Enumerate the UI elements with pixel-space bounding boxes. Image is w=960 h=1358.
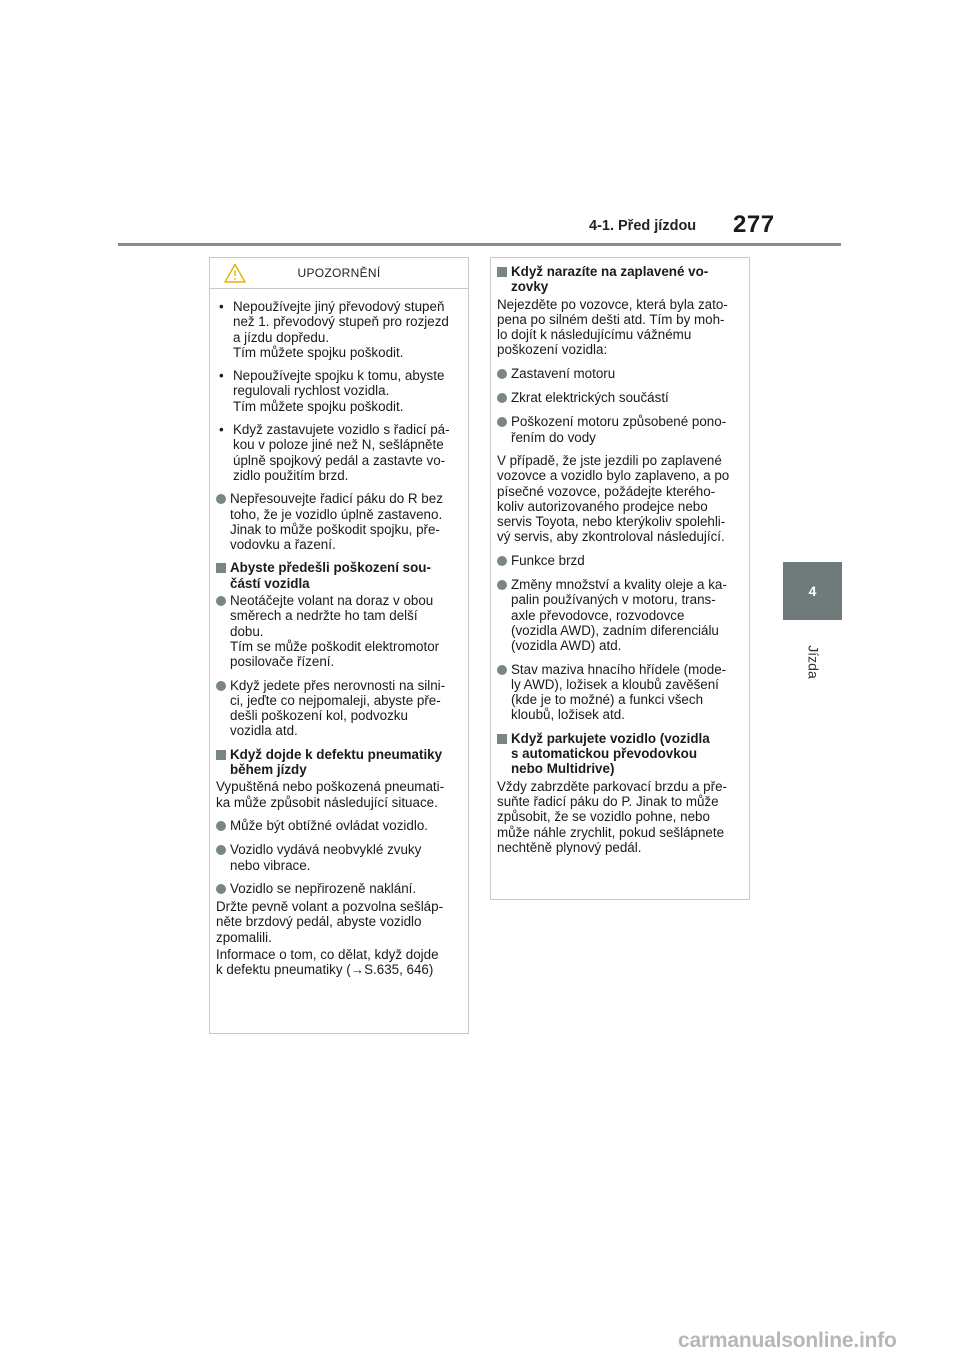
watermark-text: carmanualsonline.info: [678, 1329, 897, 1352]
section-heading-text: Když narazíte na zaplavené vo- zovky: [511, 264, 709, 295]
square-bullet-icon: [216, 750, 226, 760]
bullet-icon: •: [219, 368, 224, 384]
list-item: [216, 818, 462, 834]
list-item: [497, 662, 743, 723]
paragraph: Vypuštěná nebo poškozená pneumati- ka může způsobit následující situace.: [216, 779, 445, 810]
warning-content: [210, 289, 468, 978]
list-item-text: Nepoužívejte spojku k tomu, abyste regulovali rychlost vozidla. Tím můžete spojku poškodit.: [233, 368, 445, 414]
section-heading: [216, 747, 462, 778]
list-item: [216, 678, 462, 739]
chapter-label: [786, 632, 842, 692]
paragraph: Nejezděte po vozovce, která byla zato- pena po silném dešti atd. Tím by moh- lo dojít k následujícímu vážnému poškození vozidla:: [497, 296, 728, 358]
list-item: [216, 881, 462, 897]
list-item-text: Vozidlo vydává neobvyklé zvuky nebo vibrace.: [230, 842, 422, 873]
list-item-text: Nepoužívejte jiný převodový stupeň než 1. převodový stupeň pro rozjezd a jízdu dopředu. Tím můžete spojku poškodit.: [233, 299, 449, 360]
circle-bullet-icon: [497, 556, 507, 566]
section-heading-text: Když parkujete vozidlo (vozidla s automatickou převodovkou nebo Multidrive): [511, 730, 710, 777]
bullet-icon: •: [219, 299, 224, 314]
list-item: [497, 366, 743, 382]
section-heading: [216, 560, 462, 591]
circle-bullet-icon: [497, 580, 507, 590]
square-bullet-icon: [497, 734, 507, 744]
section-heading: [497, 264, 743, 295]
section-heading: [497, 731, 743, 777]
circle-bullet-icon: [497, 417, 507, 427]
page-number: 277: [733, 211, 775, 238]
circle-bullet-icon: [216, 596, 226, 606]
header-divider: [118, 243, 841, 246]
list-item-text: Když jedete přes nerovnosti na silni- ci, jeďte co nejpomaleji, abyste pře- dešli poškození kol, podvozku vozidla atd.: [230, 677, 446, 739]
list-item: [216, 368, 462, 414]
paragraph: Držte pevně volant a pozvolna sešláp- něte brzdový pedál, abyste vozidlo zpomalili.: [216, 899, 444, 945]
chapter-label-text: Jízda: [806, 645, 822, 679]
circle-bullet-icon: [216, 884, 226, 894]
list-item-text: Když zastavujete vozidlo s řadicí pá- kou v poloze jiné než N, sešlápněte úplně spojkový pedál a zastavte vo- zidlo použitím brzd.: [233, 422, 450, 483]
list-item-text: Zkrat elektrických součástí: [511, 390, 669, 406]
list-item: [216, 299, 462, 360]
chapter-number-tab: 4: [783, 562, 842, 620]
list-item: [497, 553, 743, 569]
list-item: [216, 842, 462, 873]
list-item-text: Změny množství a kvality oleje a ka- palin používaných v motoru, trans- axle převodovce, rozvodovce (vozidla AWD), zadním diferenciálu (vozidla AWD) atd.: [511, 577, 727, 654]
warning-title: UPOZORNĚNÍ: [297, 266, 381, 280]
circle-bullet-icon: [216, 494, 226, 504]
info-box: [490, 257, 750, 900]
paragraph: V případě, že jste jezdili po zaplavené vozovce a vozidlo bylo zaplaveno, a po písečné vozovce, požádejte kterého- koliv autorizovaného prodejce nebo servis Toyota, nebo kterýkoliv spolehli- vý servis, aby zkontroloval následující.: [497, 452, 730, 545]
circle-bullet-icon: [216, 681, 226, 691]
list-item-text: Může být obtížné ovládat vozidlo.: [230, 817, 428, 833]
circle-bullet-icon: [216, 821, 226, 831]
bullet-icon: •: [219, 422, 224, 438]
circle-bullet-icon: [497, 393, 507, 403]
list-item: [216, 422, 462, 483]
section-heading-text: Abyste předešli poškození sou- částí vozidla: [230, 560, 431, 591]
list-item: [497, 577, 743, 653]
list-item-text: Neotáčejte volant na doraz v obou směrech a nedržte ho tam delší dobu. Tím se může poškodit elektromotor posilovače řízení.: [230, 593, 440, 670]
list-item-text: Funkce brzd: [511, 552, 585, 568]
list-item-text: Nepřesouvejte řadicí páku do R bez toho, že je vozidlo úplně zastaveno. Jinak to může poškodit spojku, pře- vodovku a řazení.: [230, 491, 443, 553]
warning-header: [210, 258, 468, 289]
list-item: [216, 491, 462, 552]
list-item: [497, 414, 743, 445]
paragraph: Vždy zabrzděte parkovací brzdu a pře- suňte řadicí páku do P. Jinak to může způsobit, že se vozidlo pohne, nebo může náhle zrychlit, pokud sešlápnete nechtěně plynový pedál.: [497, 778, 727, 855]
circle-bullet-icon: [216, 845, 226, 855]
list-item-text: Stav maziva hnacího hřídele (mode- ly AWD), ložisek a kloubů zavěšení (kde je to možné) a funkci všech kloubů, ložisek atd.: [511, 661, 727, 723]
circle-bullet-icon: [497, 665, 507, 675]
list-item-text: Vozidlo se nepřirozeně naklání.: [230, 880, 417, 896]
list-item: [216, 593, 462, 669]
section-heading-text: Když dojde k defektu pneumatiky během jízdy: [230, 746, 443, 778]
list-item-text: Poškození motoru způsobené pono- řením do vody: [511, 414, 727, 445]
list-item-text: Zastavení motoru: [511, 365, 616, 381]
info-content: [491, 258, 749, 855]
square-bullet-icon: [216, 563, 226, 573]
warning-box: [209, 257, 469, 1034]
square-bullet-icon: [497, 267, 507, 277]
circle-bullet-icon: [497, 369, 507, 379]
paragraph: Informace o tom, co dělat, když dojde k defektu pneumatiky (→S.635, 646): [216, 946, 439, 978]
section-title: 4-1. Před jízdou: [589, 218, 697, 234]
list-item: [497, 390, 743, 406]
